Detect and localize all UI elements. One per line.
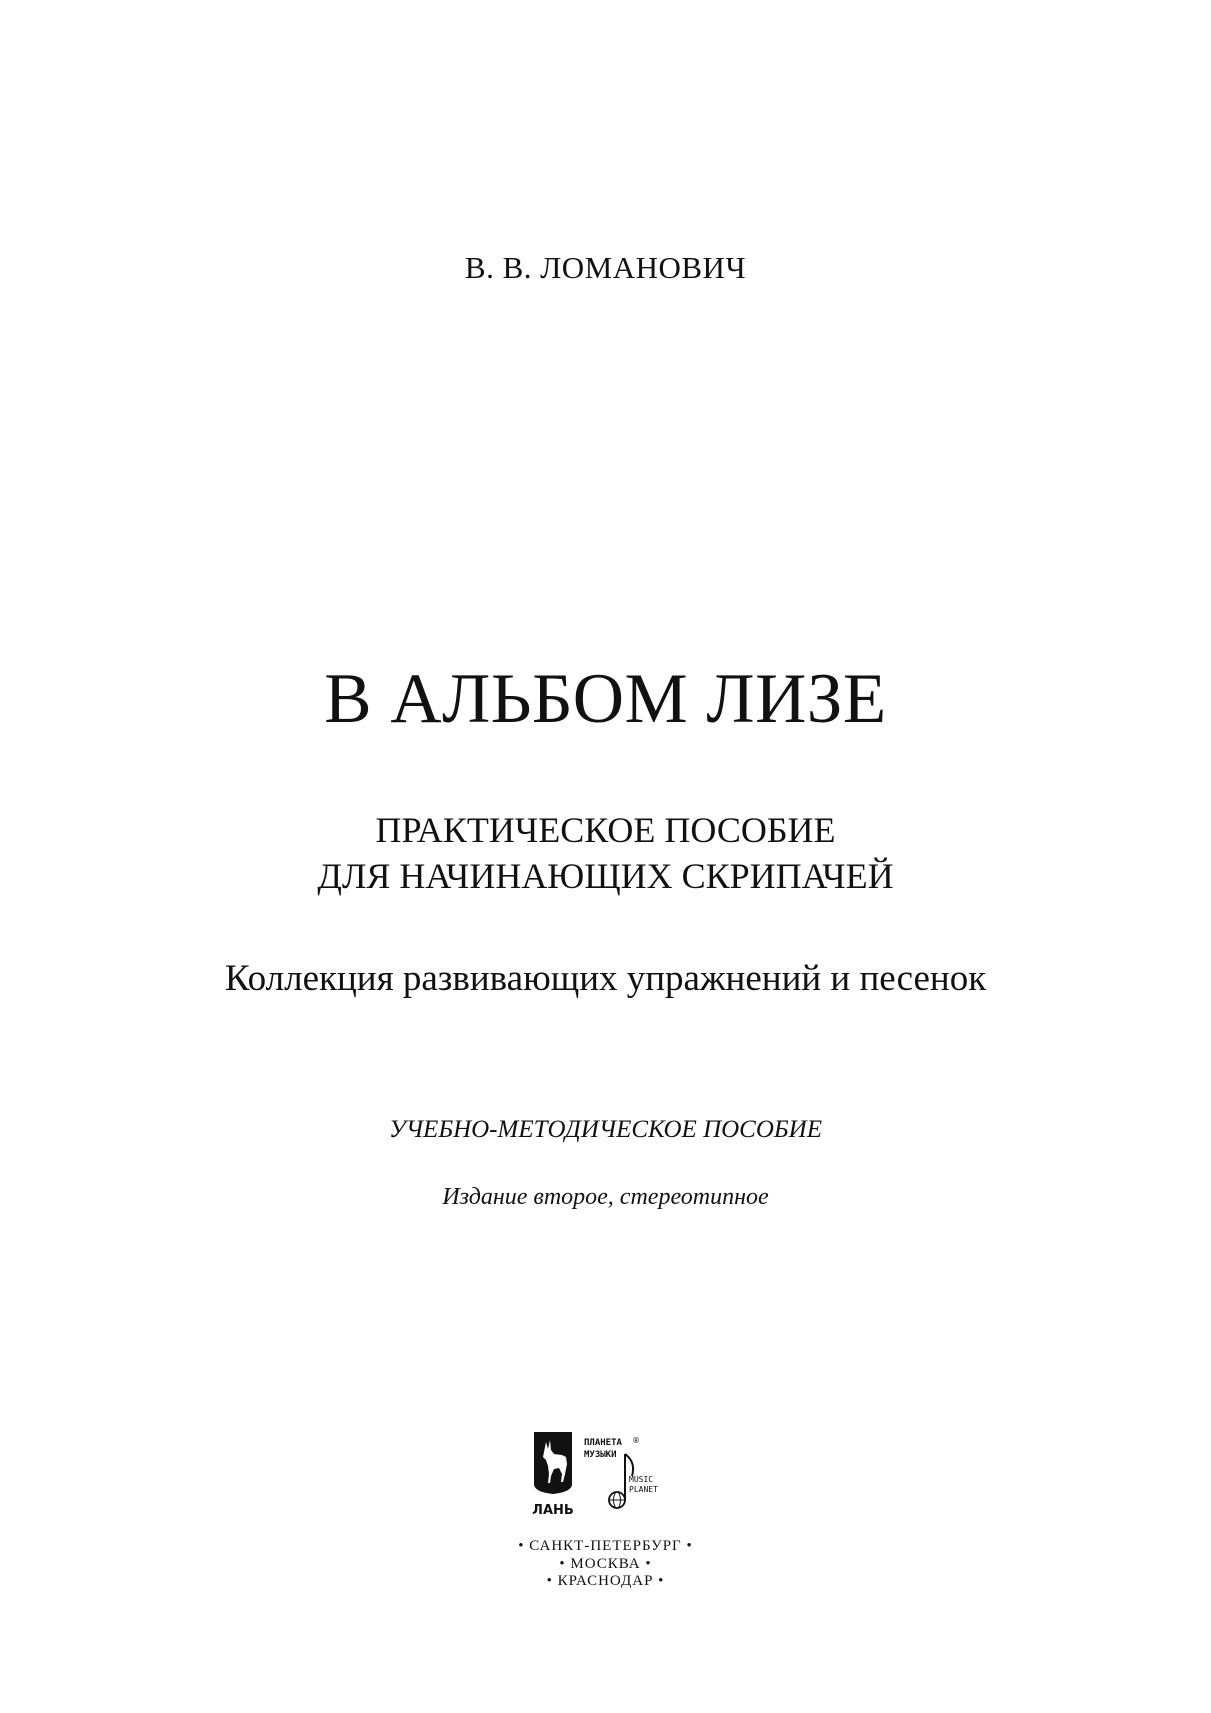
subtitle-line-2: ДЛЯ НАЧИНАЮЩИХ СКРИПАЧЕЙ [317,856,894,896]
author-name: В. В. ЛОМАНОВИЧ [464,250,747,285]
music-text-2: PLANET [629,1485,658,1494]
book-title: В АЛЬБОМ ЛИЗЕ [324,660,887,738]
edition-note: Издание второе, стереотипное [442,1184,769,1210]
planet-text-2: МУЗЫКИ [584,1450,617,1460]
registered-mark: ® [632,1436,640,1445]
genre-label: УЧЕБНО-МЕТОДИЧЕСКОЕ ПОСОБИЕ [389,1116,822,1143]
city-moscow: • МОСКВА • [559,1556,652,1572]
music-planet-logo [584,1436,658,1508]
publisher-logo [532,1430,682,1536]
lan-emblem [532,1432,574,1518]
globe-icon [609,1492,625,1508]
city-krasnodar: • КРАСНОДАР • [546,1573,665,1589]
subtitle-line-1: ПРАКТИЧЕСКОЕ ПОСОБИЕ [375,810,836,850]
city-saint-petersburg: • САНКТ-ПЕТЕРБУРГ • [518,1538,693,1554]
collection-subtitle: Коллекция развивающих упражнений и песенок [224,958,987,999]
lan-logo-text: ЛАНЬ [532,1503,574,1518]
music-text-1: MUSIC [629,1475,654,1484]
planet-text-1: ПЛАНЕТА [584,1438,622,1448]
